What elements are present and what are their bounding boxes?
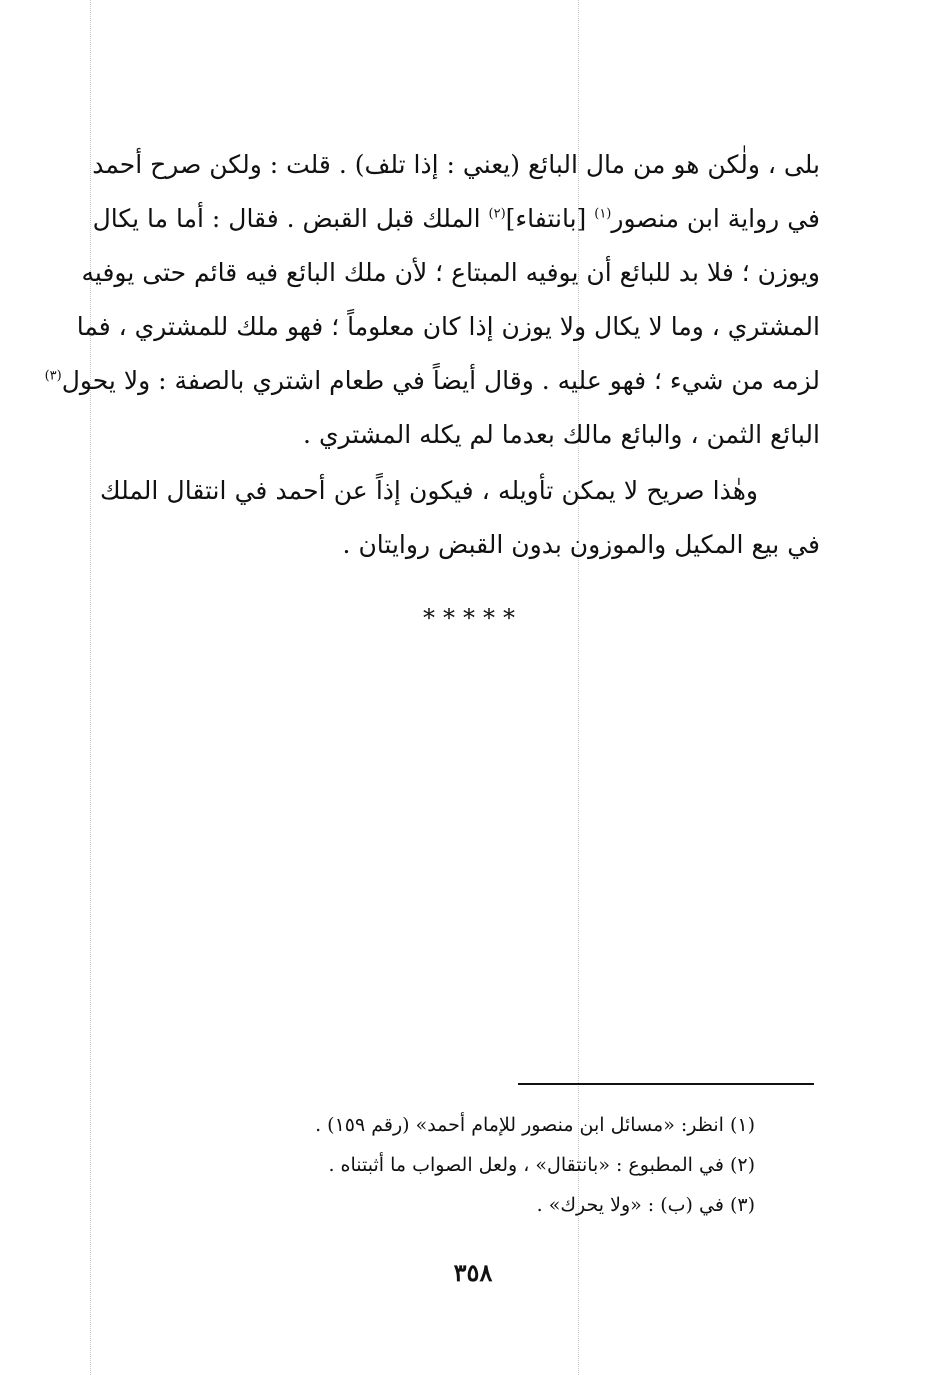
text-line [92,192,820,246]
text-line: وهٰذا صريح لا يمكن تأويله ، فيكون إذاً عن أحمد في انتقال الملك [100,476,758,505]
text-line: بلى ، ولٰكن هو من مال البائع (يعني : إذا تلف) . قلت : ولكن صرح أحمد [92,150,820,179]
footnote-1: (١) انظر: «مسائل ابن منصور للإمام أحمد» (رقم ١٥٩) . [315,1114,755,1136]
footnote-ref-1: (١) [594,206,612,222]
text-line: ويوزن ؛ فلا بد للبائع أن يوفيه المبتاع ؛ لأن ملك البائع فيه قائم حتى يوفيه [81,258,820,287]
text-line: في بيع المكيل والموزون بدون القبض روايتان . [342,530,820,559]
text-fragment: [بانتفاء] [505,204,587,233]
scan-guide-line [90,0,91,1375]
text-fragment: في رواية ابن منصور [611,204,820,233]
paragraph-2 [100,464,820,572]
text-line: المشتري ، وما لا يكال ولا يوزن إذا كان معلوماً ؛ فهو ملك للمشتري ، فما [76,312,820,341]
text-line [44,354,820,408]
main-text [44,138,820,572]
footnote-rule [518,1083,814,1085]
paragraph-1 [44,138,820,462]
page-number: ٣٥٨ [453,1258,493,1287]
footnote-3: (٣) في (ب) : «ولا يحرك» . [536,1194,755,1216]
section-separator: ***** [423,604,523,632]
footnotes [230,1105,755,1225]
footnote-ref-2: (٢) [488,206,506,222]
text-fragment: لزمه من شيء ؛ فهو عليه . وقال أيضاً في طعام اشتري بالصفة : ولا يحول [61,366,820,395]
text-line: البائع الثمن ، والبائع مالك بعدما لم يكله المشتري . [303,420,820,449]
text-fragment: الملك قبل القبض . فقال : أما ما يكال [92,204,481,233]
footnote-ref-3: (٣) [44,368,62,384]
footnote-2: (٢) في المطبوع : «بانتقال» ، ولعل الصواب ما أثبتناه . [328,1154,755,1176]
